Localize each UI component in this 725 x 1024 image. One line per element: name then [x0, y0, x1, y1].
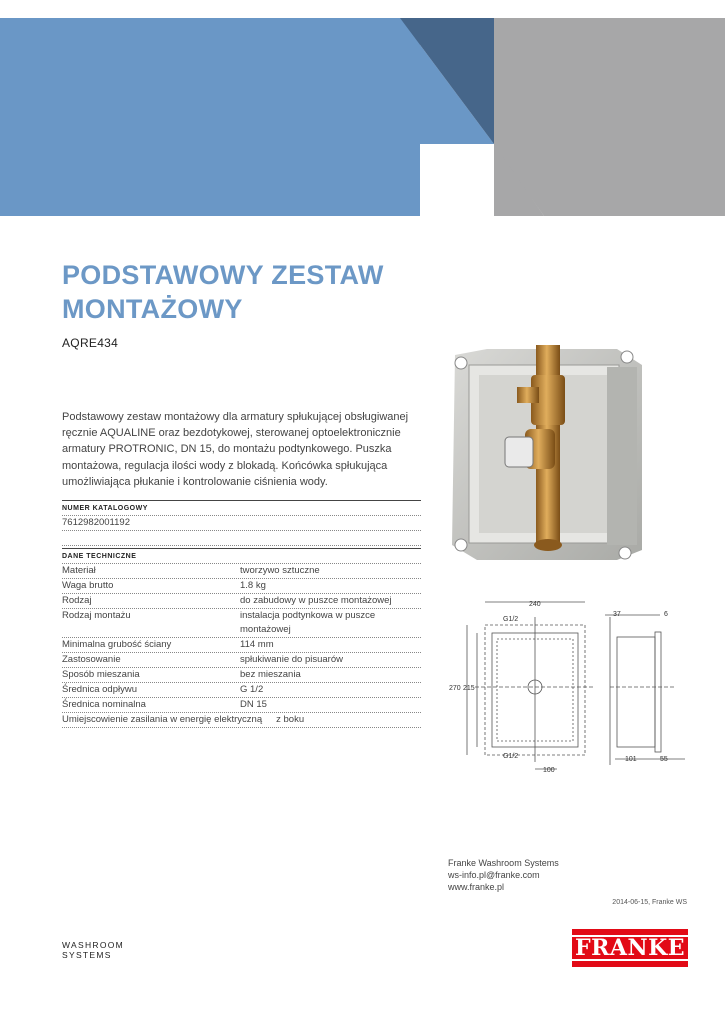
- dim-g12-top: G1/2: [503, 616, 519, 623]
- catalog-heading: NUMER KATALOGOWY: [62, 500, 421, 516]
- tech-row: [62, 698, 421, 713]
- title-line-1: PODSTAWOWY ZESTAW: [62, 260, 384, 290]
- tech-label: Średnica odpływu: [62, 684, 137, 695]
- product-photo: [447, 345, 647, 567]
- tech-row: [62, 594, 421, 609]
- tech-row: [62, 638, 421, 653]
- front-view: [467, 602, 595, 769]
- tech-label: Rodzaj montażu: [62, 610, 131, 621]
- dim-6: 6: [664, 611, 668, 618]
- tech-row: [62, 683, 421, 698]
- tech-label: Minimalna grubość ściany: [62, 639, 172, 650]
- tech-label: Średnica nominalna: [62, 699, 146, 710]
- tech-label: Umiejscowienie zasilania w energię elektryczną: [62, 714, 263, 725]
- tech-section: [62, 548, 421, 728]
- contact-company: Franke Washroom Systems: [448, 858, 559, 868]
- contact-web[interactable]: www.franke.pl: [448, 882, 505, 892]
- logo-text: FRANKE: [571, 935, 689, 961]
- title-line-2: MONTAŻOWY: [62, 294, 243, 324]
- tech-value: spłukiwanie do pisuarów: [240, 654, 343, 665]
- tech-heading: DANE TECHNICZNE: [62, 548, 421, 564]
- tech-value: do zabudowy w puszce montażowej: [240, 595, 392, 606]
- tech-value: bez mieszania: [240, 669, 301, 680]
- tech-value: DN 15: [240, 699, 267, 710]
- tech-value: tworzywo sztuczne: [240, 565, 320, 576]
- tech-label: Zastosowanie: [62, 654, 121, 665]
- franke-logo: [572, 929, 688, 967]
- dim-g12-bottom: G1/2: [503, 753, 519, 760]
- tech-value: 114 mm: [240, 639, 274, 650]
- side-view: [605, 615, 685, 765]
- ws-line-2: SYSTEMS: [62, 950, 112, 960]
- dim-37: 37: [613, 611, 621, 618]
- catalog-section: [62, 500, 421, 546]
- dim-240: 240: [529, 601, 541, 608]
- dim-55: 55: [660, 756, 668, 763]
- tech-value: instalacja podtynkowa w puszce montażowej: [240, 610, 376, 635]
- tech-row: [62, 668, 421, 683]
- contact-block: [448, 857, 559, 893]
- dim-270: 270: [449, 685, 461, 692]
- contact-email[interactable]: ws-info.pl@franke.com: [448, 870, 540, 880]
- technical-drawing: [445, 597, 690, 775]
- washroom-systems-label: [62, 940, 124, 960]
- catalog-empty-row: [62, 531, 421, 546]
- product-code: AQRE434: [62, 336, 119, 350]
- tech-label: Waga brutto: [62, 580, 114, 591]
- dim-215: 215: [463, 685, 475, 692]
- dim-101: 101: [625, 756, 637, 763]
- tech-value: 1.8 kg: [240, 580, 266, 591]
- header-blue-block: [0, 18, 420, 216]
- product-description: Podstawowy zestaw montażowy dla armatury spłukującej obsługiwanej ręcznie AQUALINE oraz bezdotykowej, sterowanej optoelektronicznie armatury PROTRONIC, DN 15, do montażu podtynkowego. Puszka montażowa, regulacja ilości wody z blokadą. Końcówka spłukująca umożliwiająca płukanie i kontrolowanie ciśnienia wody.: [62, 411, 409, 488]
- page-title: [62, 258, 442, 326]
- tech-row: [62, 713, 421, 728]
- catalog-number: 7612982001192: [62, 516, 421, 531]
- ws-line-1: WASHROOM: [62, 940, 125, 950]
- date-line: 2014-06-15, Franke WS: [612, 899, 687, 906]
- tech-value: z boku: [276, 714, 305, 725]
- header-gray-block: [494, 18, 725, 216]
- tech-row: [62, 564, 421, 579]
- tech-label: Rodzaj: [62, 595, 92, 606]
- tech-label: Sposób mieszania: [62, 669, 140, 680]
- tech-value: G 1/2: [240, 684, 264, 695]
- header-band: [0, 18, 725, 216]
- tech-label: Materiał: [62, 565, 96, 576]
- tech-row: [62, 579, 421, 594]
- tech-row: [62, 653, 421, 668]
- tech-row: [62, 609, 421, 638]
- dim-100: 100: [543, 767, 555, 774]
